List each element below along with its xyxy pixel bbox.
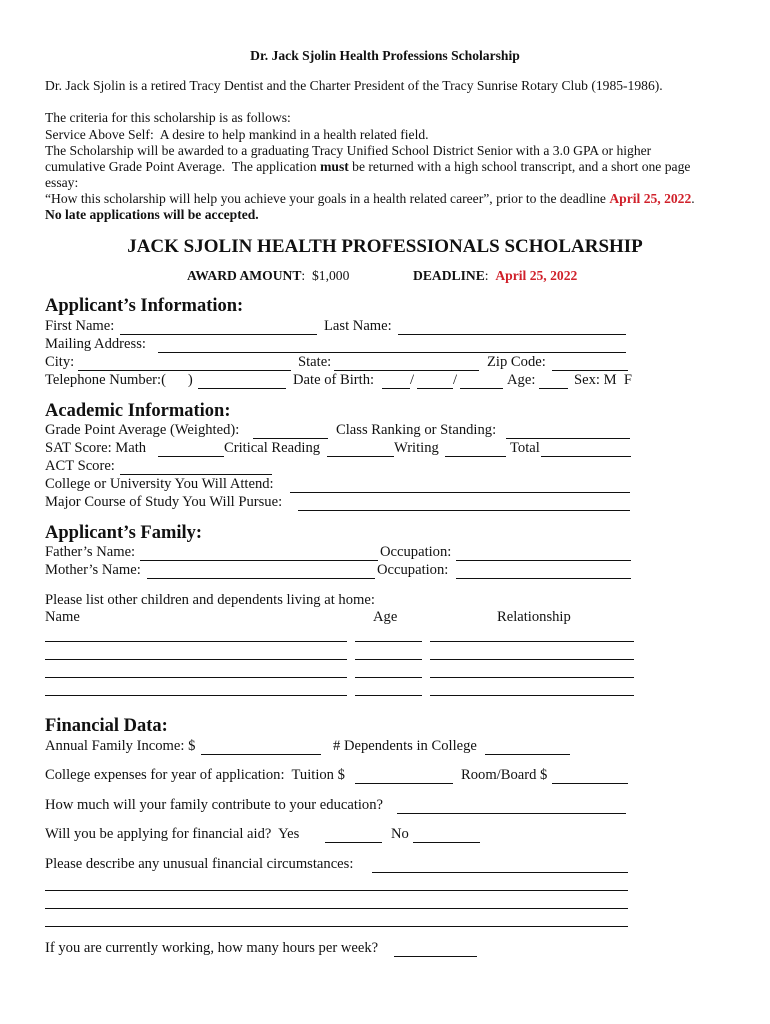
- essay-end: .: [691, 191, 695, 206]
- mailing-address-field[interactable]: [158, 352, 626, 353]
- mother-name-field[interactable]: [147, 578, 375, 579]
- telephone-field[interactable]: [198, 388, 286, 389]
- age-label: Age:: [507, 372, 536, 388]
- dependents-college-field[interactable]: [485, 754, 570, 755]
- room-board-field[interactable]: [552, 783, 628, 784]
- criteria-line-4-b: be returned with a high school transcript, and a short one page: [348, 159, 691, 174]
- first-name-field[interactable]: [120, 334, 317, 335]
- father-name-field[interactable]: [140, 560, 378, 561]
- dependent-relationship-field[interactable]: [430, 659, 634, 660]
- first-name-label: First Name:: [45, 318, 115, 334]
- city-label: City:: [45, 354, 75, 370]
- critical-reading-label: Critical Reading: [224, 440, 321, 456]
- financial-aid-no-field[interactable]: [413, 842, 480, 843]
- room-board-label: Room/Board $: [461, 767, 548, 783]
- total-label: Total: [510, 440, 540, 456]
- essay-deadline: April 25, 2022: [609, 191, 692, 206]
- award-value: : $1,000: [301, 268, 350, 283]
- criteria-line-4: [45, 159, 690, 175]
- criteria-line-3: The Scholarship will be awarded to a graduating Tracy Unified School District Senior with a 3.0 GPA or higher: [45, 143, 652, 158]
- essay-prompt-line: [45, 191, 695, 207]
- last-name-field[interactable]: [398, 334, 626, 335]
- dob-label: Date of Birth:: [293, 372, 375, 388]
- working-hours-field[interactable]: [394, 956, 477, 957]
- unusual-circumstances-line[interactable]: [45, 926, 628, 927]
- dependent-age-field[interactable]: [355, 677, 422, 678]
- criteria-line-5: essay:: [45, 175, 79, 190]
- working-hours-label: If you are currently working, how many hours per week?: [45, 940, 379, 956]
- column-name-header: Name: [45, 609, 80, 625]
- state-field[interactable]: [334, 370, 479, 371]
- mailing-address-label: Mailing Address:: [45, 336, 146, 352]
- document-title: Dr. Jack Sjolin Health Professions Scholarship: [250, 48, 520, 63]
- unusual-circumstances-line[interactable]: [45, 890, 628, 891]
- deadline-colon: :: [484, 268, 496, 283]
- father-occupation-field[interactable]: [456, 560, 631, 561]
- age-field[interactable]: [539, 388, 568, 389]
- state-label: State:: [298, 354, 332, 370]
- major-label: Major Course of Study You Will Pursue:: [45, 494, 283, 510]
- criteria-line-4-a: cumulative Grade Point Average. The application: [45, 159, 321, 174]
- gpa-label: Grade Point Average (Weighted):: [45, 422, 240, 438]
- total-field[interactable]: [541, 456, 631, 457]
- deadline-value: April 25, 2022: [495, 268, 578, 283]
- award-amount: [187, 268, 349, 284]
- dependent-name-field[interactable]: [45, 695, 347, 696]
- dependent-relationship-field[interactable]: [430, 695, 634, 696]
- mother-name-label: Mother’s Name:: [45, 562, 141, 578]
- financial-heading: Financial Data:: [45, 716, 168, 736]
- class-rank-field[interactable]: [506, 438, 630, 439]
- award-label: AWARD AMOUNT: [187, 268, 302, 283]
- unusual-circumstances-field[interactable]: [372, 872, 628, 873]
- criteria-line-2: Service Above Self: A desire to help mankind in a health related field.: [45, 127, 429, 142]
- unusual-circumstances-label: Please describe any unusual financial circumstances:: [45, 856, 354, 872]
- dependent-age-field[interactable]: [355, 659, 422, 660]
- gpa-field[interactable]: [253, 438, 328, 439]
- applicant-info-heading: Applicant’s Information:: [45, 296, 244, 316]
- form-title: JACK SJOLIN HEALTH PROFESSIONALS SCHOLARSHIP: [127, 236, 643, 257]
- tuition-field[interactable]: [355, 783, 453, 784]
- dob-separator-1: /: [410, 372, 415, 388]
- column-relationship-header: Relationship: [497, 609, 571, 625]
- intro-text: Dr. Jack Sjolin is a retired Tracy Dentist and the Charter President of the Tracy Sunrise Rotary Club (1985-1986).: [45, 78, 663, 93]
- dependents-college-label: # Dependents in College: [333, 738, 477, 754]
- dependent-name-field[interactable]: [45, 659, 347, 660]
- father-occupation-label: Occupation:: [380, 544, 452, 560]
- mother-occupation-label: Occupation:: [377, 562, 449, 578]
- unusual-circumstances-line[interactable]: [45, 908, 628, 909]
- zip-label: Zip Code:: [487, 354, 546, 370]
- income-field[interactable]: [201, 754, 321, 755]
- academic-info-heading: Academic Information:: [45, 401, 231, 421]
- writing-label: Writing: [394, 440, 439, 456]
- dependent-age-field[interactable]: [355, 695, 422, 696]
- no-late-notice: No late applications will be accepted.: [45, 207, 259, 222]
- essay-prompt: “How this scholarship will help you achieve your goals in a health related career”, prior to the deadline: [45, 191, 610, 206]
- tuition-label: College expenses for year of application: Tuition $: [45, 767, 345, 783]
- dob-year-field[interactable]: [460, 388, 503, 389]
- dob-day-field[interactable]: [417, 388, 453, 389]
- family-heading: Applicant’s Family:: [45, 523, 203, 543]
- zip-field[interactable]: [552, 370, 628, 371]
- telephone-label: Telephone Number:( ): [45, 372, 193, 388]
- dependent-name-field[interactable]: [45, 677, 347, 678]
- sat-math-label: SAT Score: Math: [45, 440, 147, 456]
- contribution-field[interactable]: [397, 813, 626, 814]
- dependent-name-field[interactable]: [45, 641, 347, 642]
- financial-aid-yes-field[interactable]: [325, 842, 382, 843]
- dob-month-field[interactable]: [382, 388, 410, 389]
- must-emphasis: must: [320, 159, 349, 174]
- deadline: [413, 268, 577, 284]
- contribution-label: How much will your family contribute to your education?: [45, 797, 384, 813]
- dependent-age-field[interactable]: [355, 641, 422, 642]
- major-field[interactable]: [298, 510, 630, 511]
- critical-reading-field[interactable]: [327, 456, 394, 457]
- class-rank-label: Class Ranking or Standing:: [336, 422, 497, 438]
- college-label: College or University You Will Attend:: [45, 476, 274, 492]
- sat-math-field[interactable]: [158, 456, 224, 457]
- college-field[interactable]: [290, 492, 630, 493]
- column-age-header: Age: [373, 609, 398, 625]
- dependents-prompt: Please list other children and dependents living at home:: [45, 592, 375, 608]
- writing-field[interactable]: [445, 456, 506, 457]
- dob-separator-2: /: [453, 372, 458, 388]
- income-label: Annual Family Income: $: [45, 738, 196, 754]
- dependent-relationship-field[interactable]: [430, 677, 634, 678]
- act-field[interactable]: [120, 474, 272, 475]
- sex-label[interactable]: Sex: M F: [574, 372, 632, 388]
- deadline-label: DEADLINE: [413, 268, 485, 283]
- mother-occupation-field[interactable]: [456, 578, 631, 579]
- act-label: ACT Score:: [45, 458, 115, 474]
- dependent-relationship-field[interactable]: [430, 641, 634, 642]
- financial-aid-no-label: No: [391, 826, 409, 842]
- city-field[interactable]: [78, 370, 291, 371]
- last-name-label: Last Name:: [324, 318, 392, 334]
- financial-aid-label: Will you be applying for financial aid? Yes: [45, 826, 300, 842]
- criteria-line-1: The criteria for this scholarship is as follows:: [45, 110, 291, 125]
- father-name-label: Father’s Name:: [45, 544, 136, 560]
